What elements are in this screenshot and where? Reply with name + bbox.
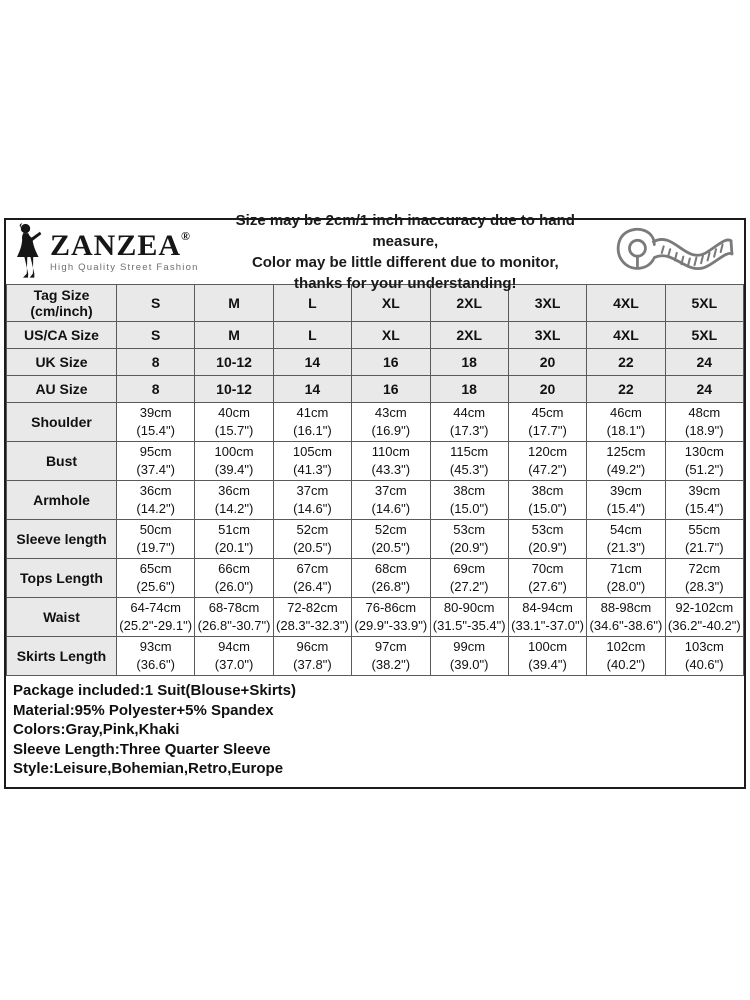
measure-value-cell-5xl: 55cm (21.7") (665, 520, 743, 559)
measure-value-cell-m: 68-78cm (26.8"-30.7") (195, 598, 273, 637)
size-value-cell-l: L (273, 285, 351, 322)
disclaimer-line: Color may be little different due to monitor, (251, 254, 559, 271)
size-value-cell-l: 14 (273, 349, 351, 376)
size-value-cell-4xl: 22 (587, 349, 665, 376)
measure-value-cell-l: 105cm (41.3") (273, 442, 351, 481)
measure-value-cell-2xl: 38cm (15.0") (430, 481, 508, 520)
row-label-cell: Sleeve length (7, 520, 117, 559)
measure-value-cell-xl: 43cm (16.9") (352, 403, 430, 442)
size-value-cell-5xl: 24 (665, 349, 743, 376)
size-value-cell-3xl: 3XL (508, 322, 586, 349)
measure-value-cell-5xl: 92-102cm (36.2"-40.2") (665, 598, 743, 637)
measure-value-cell-s: 36cm (14.2") (117, 481, 195, 520)
disclaimer-line: thanks for your understanding! (294, 275, 517, 292)
row-label-cell: Tops Length (7, 559, 117, 598)
measure-value-cell-3xl: 100cm (39.4") (508, 637, 586, 676)
size-value-cell-m: M (195, 322, 273, 349)
measure-value-cell-3xl: 70cm (27.6") (508, 559, 586, 598)
measure-value-cell-m: 40cm (15.7") (195, 403, 273, 442)
size-value-cell-s: 8 (117, 376, 195, 403)
size-value-cell-l: 14 (273, 376, 351, 403)
measure-value-cell-2xl: 80-90cm (31.5"-35.4") (430, 598, 508, 637)
tape-measure-icon (612, 223, 734, 281)
size-value-cell-s: S (117, 285, 195, 322)
product-detail-line: Package included:1 Suit(Blouse+Skirts) (13, 682, 297, 699)
measure-value-cell-3xl: 84-94cm (33.1"-37.0") (508, 598, 586, 637)
product-details (6, 676, 744, 787)
size-value-cell-m: M (195, 285, 273, 322)
table-row-sleeve-length (7, 520, 744, 559)
measure-value-cell-5xl: 48cm (18.9") (665, 403, 743, 442)
measure-value-cell-4xl: 125cm (49.2") (587, 442, 665, 481)
measure-value-cell-m: 66cm (26.0") (195, 559, 273, 598)
product-detail-line: Sleeve Length:Three Quarter Sleeve (13, 740, 271, 758)
table-row-shoulder (7, 403, 744, 442)
measure-value-cell-l: 37cm (14.6") (273, 481, 351, 520)
table-row-us-ca-size (7, 322, 744, 349)
row-label-cell: UK Size (7, 349, 117, 376)
measure-value-cell-2xl: 69cm (27.2") (430, 559, 508, 598)
table-row-armhole (7, 481, 744, 520)
table-row-tops-length (7, 559, 744, 598)
brand-text (50, 231, 199, 273)
measure-value-cell-m: 51cm (20.1") (195, 520, 273, 559)
measure-value-cell-xl: 68cm (26.8") (352, 559, 430, 598)
measure-value-cell-m: 36cm (14.2") (195, 481, 273, 520)
size-value-cell-4xl: 4XL (587, 322, 665, 349)
size-value-cell-4xl: 22 (587, 376, 665, 403)
row-label-cell: AU Size (7, 376, 117, 403)
measure-value-cell-s: 65cm (25.6") (117, 559, 195, 598)
measure-value-cell-4xl: 71cm (28.0") (587, 559, 665, 598)
size-value-cell-3xl: 20 (508, 349, 586, 376)
row-label-cell: Waist (7, 598, 117, 637)
size-value-cell-2xl: 18 (430, 376, 508, 403)
disclaimer-line: Size may be 2cm/1 inch inaccuracy due to hand measure, (235, 212, 575, 250)
size-table (6, 284, 744, 676)
size-value-cell-5xl: 5XL (665, 285, 743, 322)
measure-value-cell-4xl: 39cm (15.4") (587, 481, 665, 520)
registered-mark: ® (181, 229, 191, 244)
measure-value-cell-4xl: 102cm (40.2") (587, 637, 665, 676)
measure-value-cell-xl: 52cm (20.5") (352, 520, 430, 559)
size-value-cell-3xl: 20 (508, 376, 586, 403)
product-detail-line: Material:95% Polyester+5% Spandex (13, 701, 274, 719)
table-row-waist (7, 598, 744, 637)
measure-value-cell-2xl: 53cm (20.9") (430, 520, 508, 559)
size-value-cell-l: L (273, 322, 351, 349)
measure-value-cell-5xl: 72cm (28.3") (665, 559, 743, 598)
measure-value-cell-xl: 110cm (43.3") (352, 442, 430, 481)
table-row-bust (7, 442, 744, 481)
size-value-cell-4xl: 4XL (587, 285, 665, 322)
measure-value-cell-2xl: 99cm (39.0") (430, 637, 508, 676)
row-label-cell: Bust (7, 442, 117, 481)
product-detail-line: Colors:Gray,Pink,Khaki (13, 721, 180, 738)
measure-value-cell-xl: 76-86cm (29.9"-33.9") (352, 598, 430, 637)
measure-value-cell-l: 67cm (26.4") (273, 559, 351, 598)
disclaimer (205, 210, 606, 294)
table-row-uk-size (7, 349, 744, 376)
measure-value-cell-4xl: 46cm (18.1") (587, 403, 665, 442)
measure-value-cell-5xl: 130cm (51.2") (665, 442, 743, 481)
measure-value-cell-3xl: 38cm (15.0") (508, 481, 586, 520)
measure-value-cell-xl: 37cm (14.6") (352, 481, 430, 520)
content-box (4, 212, 746, 789)
row-label-cell: Tag Size (cm/inch) (7, 285, 117, 322)
size-value-cell-s: 8 (117, 349, 195, 376)
brand-name: ZANZEA® (50, 229, 191, 263)
table-row-skirts-length (7, 637, 744, 676)
measure-value-cell-s: 95cm (37.4") (117, 442, 195, 481)
measure-value-cell-m: 94cm (37.0") (195, 637, 273, 676)
size-value-cell-s: S (117, 322, 195, 349)
table-row-au-size (7, 376, 744, 403)
measure-value-cell-m: 100cm (39.4") (195, 442, 273, 481)
measure-value-cell-l: 96cm (37.8") (273, 637, 351, 676)
measure-value-cell-2xl: 44cm (17.3") (430, 403, 508, 442)
row-label-cell: Armhole (7, 481, 117, 520)
measure-value-cell-l: 41cm (16.1") (273, 403, 351, 442)
size-value-cell-xl: XL (352, 322, 430, 349)
size-value-cell-m: 10-12 (195, 349, 273, 376)
measure-value-cell-l: 72-82cm (28.3"-32.3") (273, 598, 351, 637)
size-value-cell-5xl: 5XL (665, 322, 743, 349)
row-label-cell: US/CA Size (7, 322, 117, 349)
brand-tagline: High Quality Street Fashion (50, 262, 199, 274)
measure-value-cell-5xl: 103cm (40.6") (665, 637, 743, 676)
size-value-cell-xl: XL (352, 285, 430, 322)
measure-value-cell-4xl: 88-98cm (34.6"-38.6") (587, 598, 665, 637)
woman-silhouette-icon (12, 221, 48, 283)
size-value-cell-3xl: 3XL (508, 285, 586, 322)
size-value-cell-xl: 16 (352, 349, 430, 376)
measure-value-cell-3xl: 45cm (17.7") (508, 403, 586, 442)
measure-value-cell-s: 39cm (15.4") (117, 403, 195, 442)
measure-value-cell-s: 50cm (19.7") (117, 520, 195, 559)
brand-logo (12, 221, 199, 283)
measure-value-cell-l: 52cm (20.5") (273, 520, 351, 559)
measure-value-cell-3xl: 53cm (20.9") (508, 520, 586, 559)
size-value-cell-5xl: 24 (665, 376, 743, 403)
size-value-cell-2xl: 18 (430, 349, 508, 376)
header (6, 212, 744, 292)
size-value-cell-xl: 16 (352, 376, 430, 403)
measure-value-cell-s: 93cm (36.6") (117, 637, 195, 676)
row-label-cell: Skirts Length (7, 637, 117, 676)
measure-value-cell-xl: 97cm (38.2") (352, 637, 430, 676)
measure-value-cell-2xl: 115cm (45.3") (430, 442, 508, 481)
size-value-cell-2xl: 2XL (430, 322, 508, 349)
measure-value-cell-5xl: 39cm (15.4") (665, 481, 743, 520)
size-value-cell-m: 10-12 (195, 376, 273, 403)
product-detail-line: Style:Leisure,Bohemian,Retro,Europe (13, 760, 284, 777)
size-table-body (7, 285, 744, 676)
row-label-cell: Shoulder (7, 403, 117, 442)
measure-value-cell-3xl: 120cm (47.2") (508, 442, 586, 481)
measure-value-cell-s: 64-74cm (25.2"-29.1") (117, 598, 195, 637)
measure-value-cell-4xl: 54cm (21.3") (587, 520, 665, 559)
size-value-cell-2xl: 2XL (430, 285, 508, 322)
